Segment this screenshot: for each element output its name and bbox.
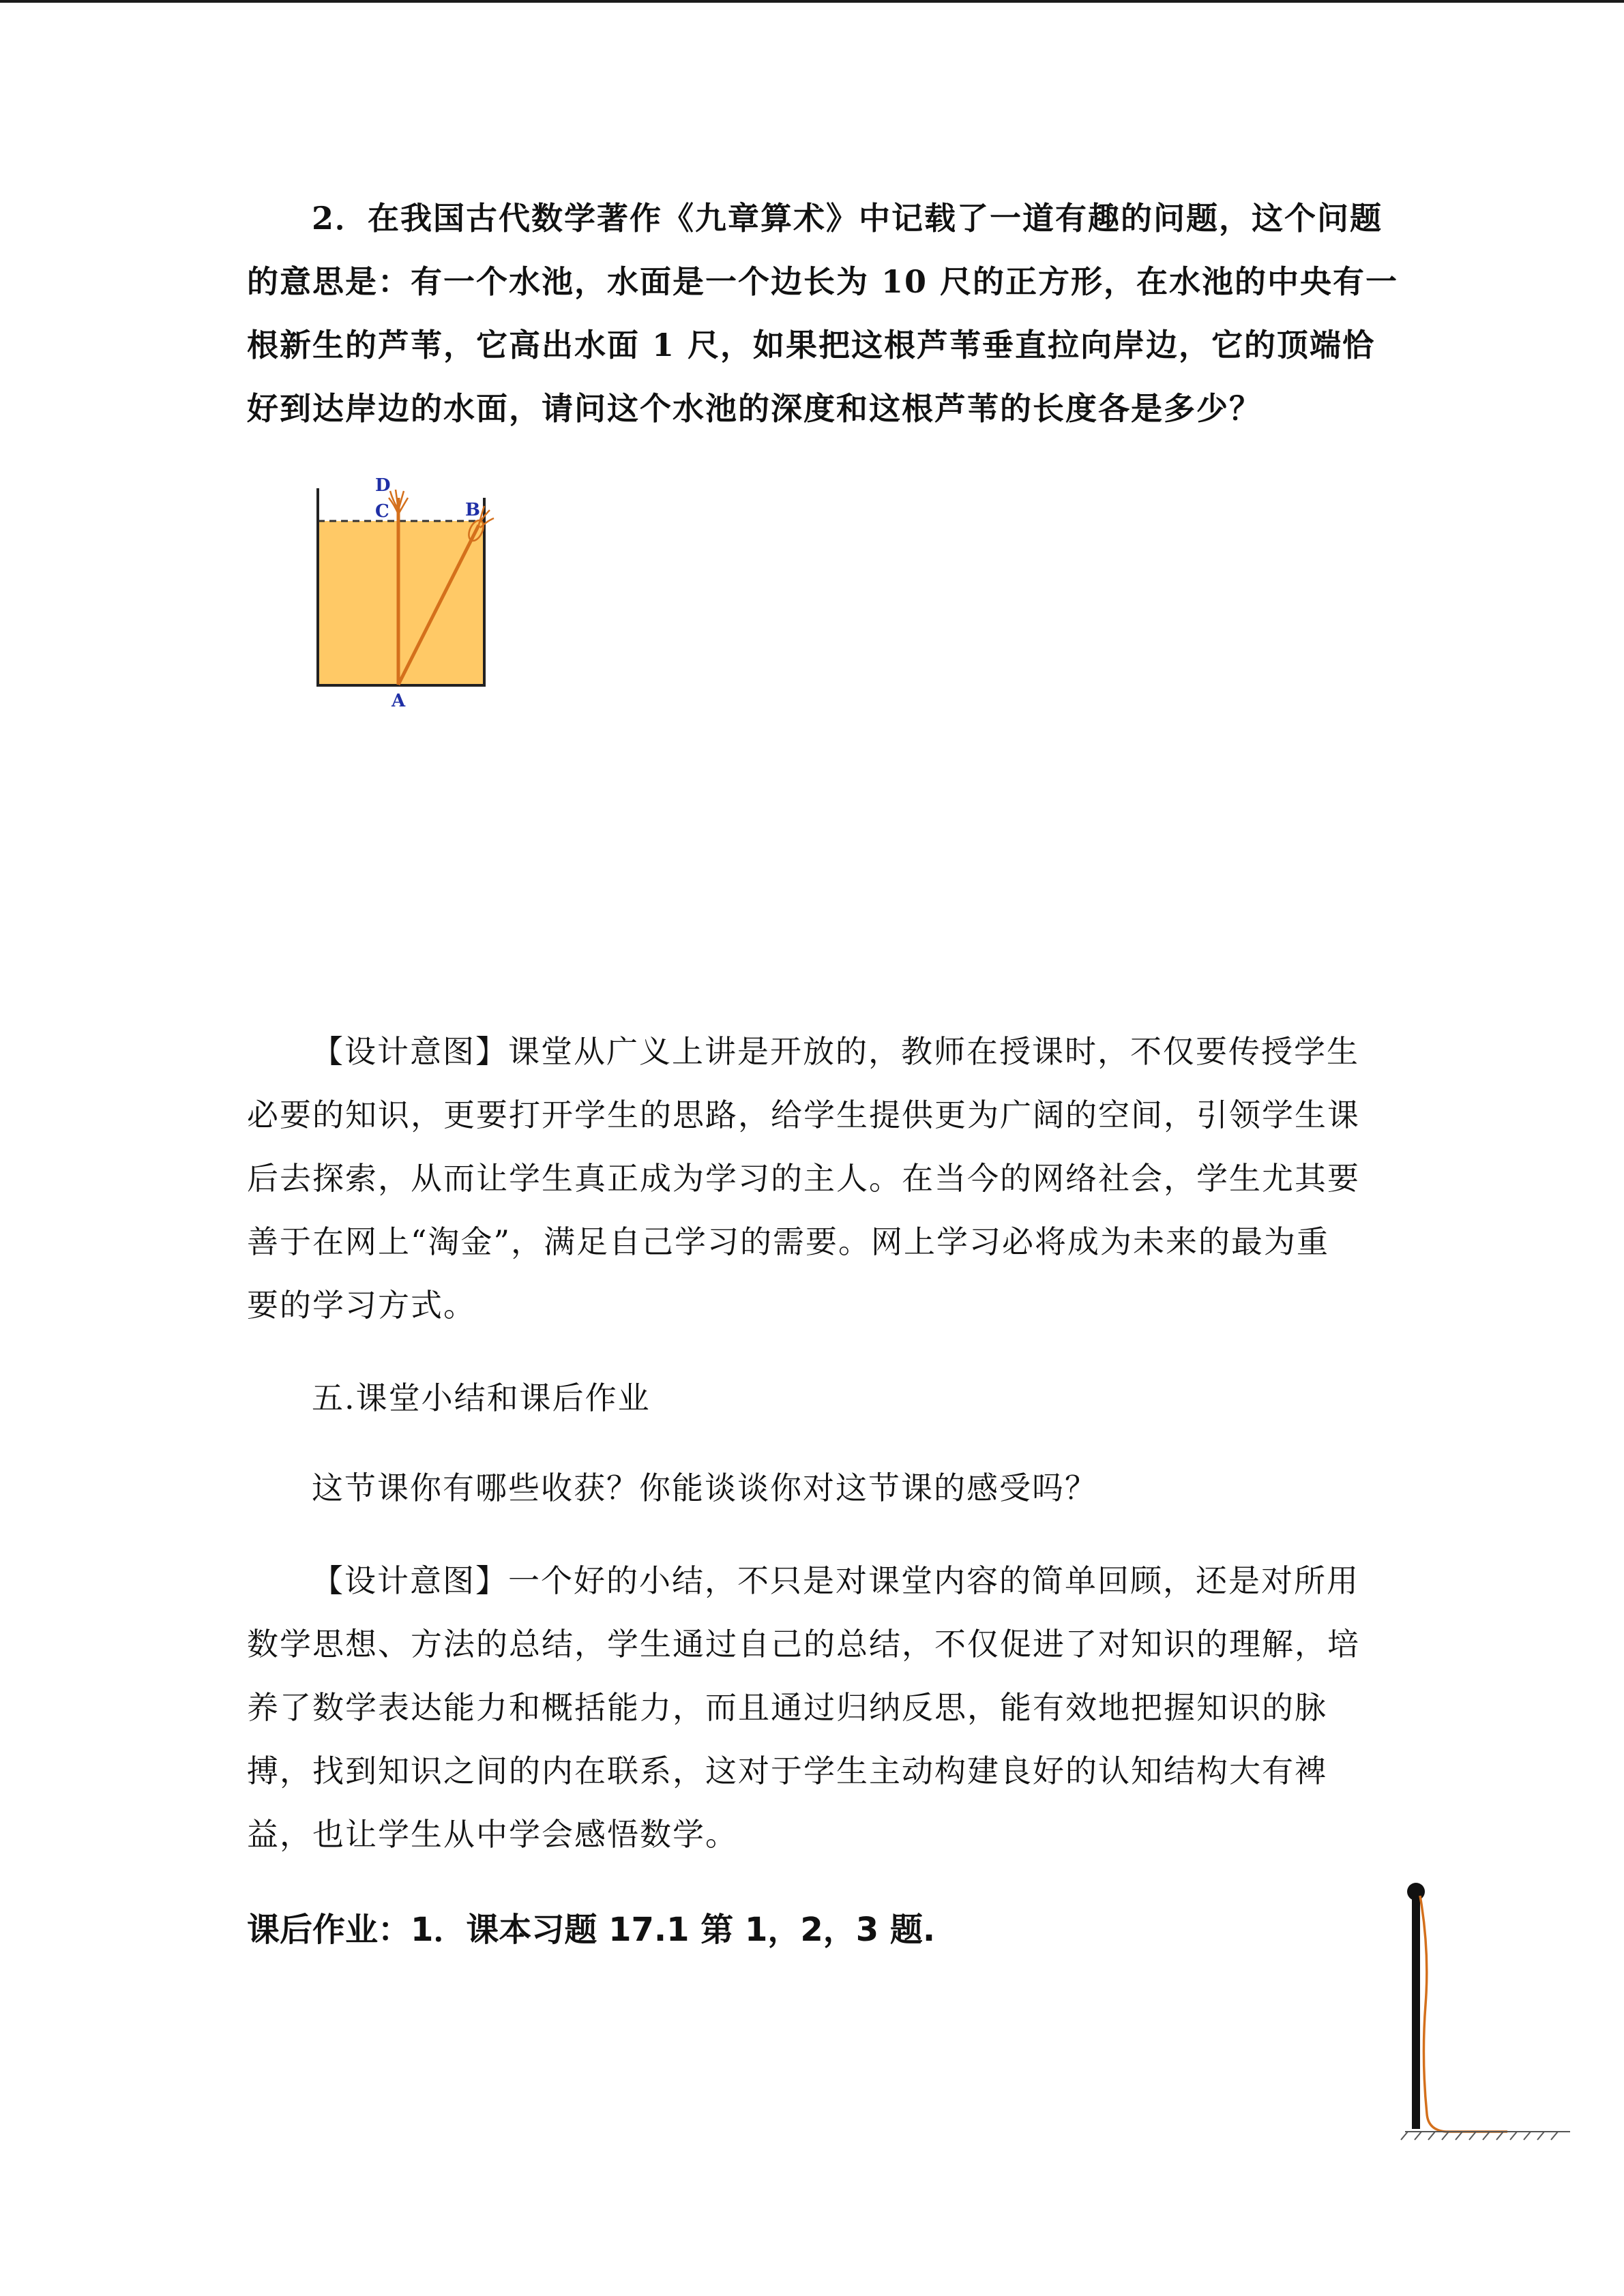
pool-reed-figure (300, 471, 505, 716)
problem-line: 2．在我国古代数学著作《九章算术》中记载了一道有趣的问题，这个问题 (312, 200, 1383, 237)
design-intent-paragraph-2 (247, 1549, 1379, 1866)
design-intent-line: 养了数学表达能力和概括能力，而且通过归纳反思，能有效地把握知识的脉 (247, 1689, 1327, 1726)
label-c: C (375, 501, 389, 522)
reflection-question (247, 1457, 1379, 1520)
label-a: A (392, 691, 406, 711)
problem-line: 好到达岸边的水面，请问这个水池的深度和这根芦苇的长度各是多少？ (247, 390, 1262, 427)
design-intent-line: 益，也让学生从中学会感悟数学。 (247, 1816, 738, 1853)
pool-water (318, 521, 484, 685)
design-intent-line: 数学思想、方法的总结，学生通过自己的总结，不仅促进了对知识的理解，培 (247, 1626, 1360, 1663)
pole-rope-illustration (1391, 1868, 1582, 2141)
design-intent-line: 善于在网上“淘金”，满足自己学习的需要。网上学习必将成为未来的最为重 (247, 1223, 1330, 1260)
label-b: B (465, 500, 480, 520)
top-border (0, 0, 1624, 3)
reflection-question-text: 这节课你有哪些收获？你能谈谈你对这节课的感受吗？ (312, 1470, 1097, 1506)
label-d: D (375, 475, 391, 496)
section-heading (247, 1367, 1379, 1430)
pole-top-ball (1407, 1883, 1425, 1900)
homework-line: 课后作业：1．课本习题 17.1 第 1，2，3 题. (247, 1911, 936, 1949)
problem-line: 根新生的芦苇，它高出水面 1 尺，如果把这根芦苇垂直拉向岸边，它的顶端恰 (247, 327, 1376, 363)
design-intent-line: 【设计意图】课堂从广义上讲是开放的，教师在授课时，不仅要传授学生 (312, 1033, 1359, 1070)
design-intent-paragraph-1 (247, 1020, 1379, 1337)
design-intent-line: 搏，找到知识之间的内在联系，这对于学生主动构建良好的认知结构大有裨 (247, 1753, 1327, 1789)
section-heading-text: 五.课堂小结和课后作业 (312, 1380, 651, 1416)
rope (1420, 1896, 1507, 2132)
problem-line: 的意思是：有一个水池，水面是一个边长为 10 尺的正方形，在水池的中央有一 (247, 263, 1399, 300)
design-intent-line: 后去探索，从而让学生真正成为学习的主人。在当今的网络社会，学生尤其要 (247, 1160, 1360, 1197)
design-intent-line: 必要的知识，更要打开学生的思路，给学生提供更为广阔的空间，引领学生课 (247, 1097, 1360, 1133)
ground-hatching (1401, 2132, 1558, 2140)
design-intent-line: 要的学习方式。 (247, 1287, 476, 1324)
design-intent-line: 【设计意图】一个好的小结，不只是对课堂内容的简单回顾，还是对所用 (312, 1562, 1359, 1599)
problem-paragraph (247, 187, 1399, 441)
